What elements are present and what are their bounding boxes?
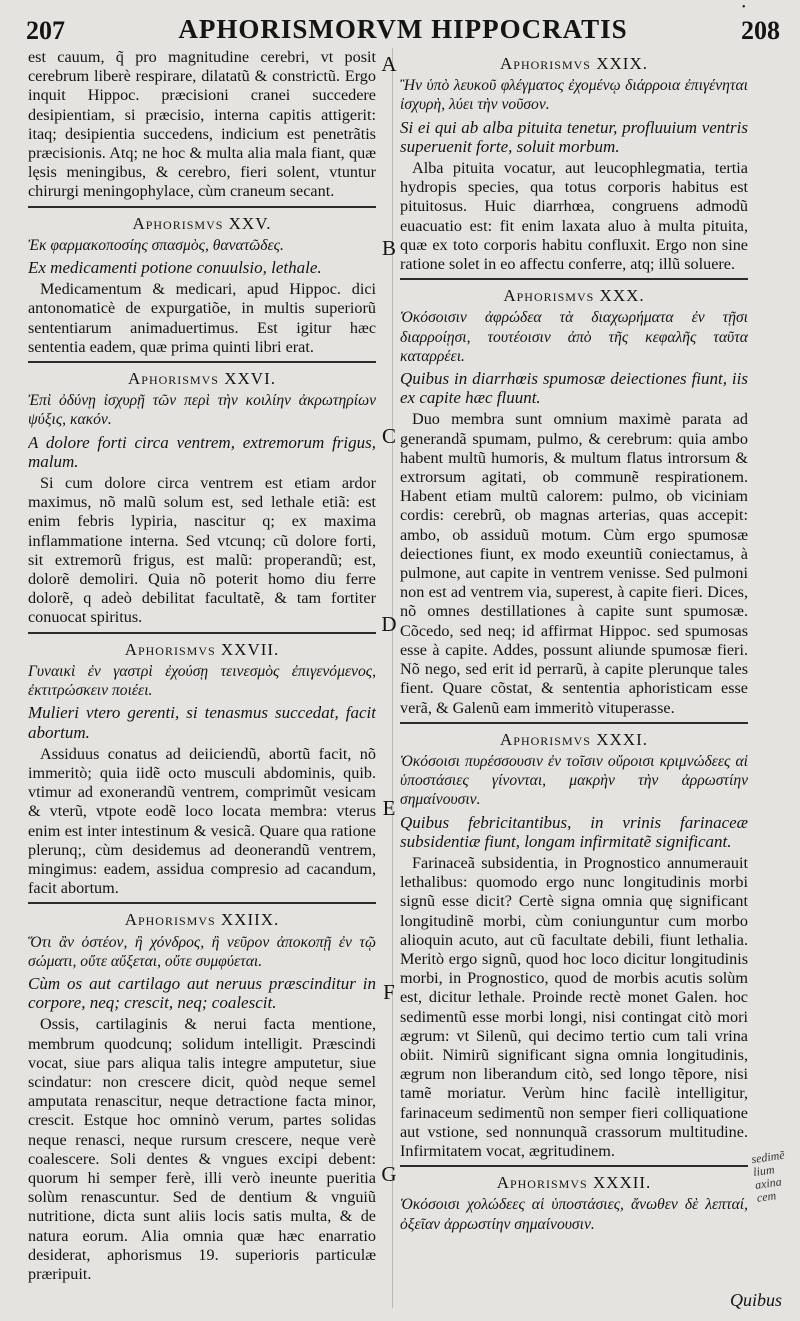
aphorism-31-commentary: Farinaceã subsidentia, in Prognostico annumerauit lethalibus: quomodo ergo nunc longitudinis morbi signũ esse dicit? Certè signa omnia quę significant longitudinẽ morbi, cùm coniunguntur cum morbo alioquin acuto, aut cũ facultate debili, fiunt lethalia. Meritò ergo signũ, quod hoc loco dicitur longitudinis morbi, in Prognostico, quod de morbis acutis solùm est, dicitur lethale. Proinde rectè monet Galen. hoc sedimentũ esse morbi longi, nisi contingat citò mori ægrum: vt Silenũ, qui decimo tertio cum tali vrina obiit. Nimirũ significant signa omnia longitudinis, ægrum non liberandum citò, sed longo tẽpore, nisi tamẽ moriatur. Verùm hinc facilè intelligitur, farinaceum sedimentũ non semper fieri colliquatione aut vstione, sed nonnunquã crassorum multitudine. Infirmitatem vocat, ægritudinem. (400, 853, 748, 1160)
aphorism-29-commentary: Alba pituita vocatur, aut leucophlegmatia, tertia hydropis species, qua totus corporis habitus est pituitosus. Huic diarrhœa, congruens admodũ euacuatio est: fit enim laxata aluo à multa pituita, quæ ex toto corporis habitu confluxit. Ergo non sine ratione solet in eo affectu conferre, atq; illũ soluere. (400, 159, 748, 274)
handwritten-margin-note: sedimẽ lium axina cem (750, 1147, 786, 1205)
aphorism-30-latin: Quibus in diarrhœis spumosæ deiectiones fiunt, iis ex capite hæc fluunt. (400, 369, 748, 408)
margin-letter-a: A (381, 52, 397, 76)
aphorism-26-latin: A dolore forti circa ventrem, extremorum frigus, malum. (28, 432, 376, 471)
section-rule (400, 278, 748, 280)
aphorism-32-greek: Ὁκόσοισι χολώδεες αἱ ὑποστάσιες, ἄνωθεν δὲ λεπταί, ὀξεῖαν ἀρρωστίην σημαίνουσιν. (400, 1196, 748, 1233)
margin-letter-e: E (382, 796, 396, 820)
intro-paragraph: est cauum, q̃ pro magnitudine cerebri, vt posit cerebrum liberè respirare, dilatatũ & constrictũ. Ergo inquit Hippoc. præcisioni cranei succedere desipientiam, si præcisio, interna capitis attigerit: itaq; desipientia succedens, indicium est penetrãtis præcisionis. Atq; ne hoc & multa alia mala fiant, quæ lęsis meningibus, & cerebro, fieri solent, vtuntur chirurgi meningophylace, cùm craneum secant. (28, 48, 376, 201)
section-rule (28, 902, 376, 904)
aphorism-27-heading: Aphorismvs XXVII. (124, 639, 280, 659)
margin-letter-d: D (381, 612, 397, 636)
aphorism-28-commentary: Ossis, cartilaginis & nerui facta mentione, membrum quodcunq; solidum intelligit. Præscindi vocat, siue pars aliqua talis integre amputetur, siue scindatur: non crescere dicit, quòd neque semel amputata renascitur, neque detractione facta minor, crescit. Estque hoc omninò verum, partes solidas neque renasci, neque rursum crescere, neque verè coalescere. Soli dentes & vngues excipi debent: quorum hi semper ferè, illi verò ineunte pueritia solùm renascuntur. Sed de dentium & vnguiũ nutritione, dicta sunt aliis locis satis multa, & de natura eorum. Alia omnia quæ hæc enarratio desiderat, aphorismus 19. superioris particulæ præripuit. (28, 1015, 376, 1283)
margin-letter-b: B (381, 236, 396, 260)
section-rule (28, 632, 376, 634)
right-column (400, 48, 748, 1310)
margin-letter-f: F (383, 980, 395, 1004)
margin-letter-g: G (381, 1162, 397, 1186)
section-rule (28, 361, 376, 363)
aphorism-29-heading: Aphorismvs XXIX. (500, 54, 648, 73)
aphorism-32-heading: Aphorismvs XXXII. (496, 1173, 652, 1193)
aphorism-27-greek: Γυναικὶ ἐν γαστρὶ ἐχούσῃ τεινεσμὸς ἐπιγενόμενος, ἐκτιτρώσκειν ποιέει. (28, 662, 376, 700)
running-title: APHORISMORVM HIPPOCRATIS (178, 14, 628, 44)
aphorism-25-heading: Aphorismvs XXV. (132, 213, 272, 233)
left-column (28, 48, 376, 1310)
ink-speck: • (742, 2, 746, 13)
aphorism-29-greek: Ἢν ὑπὸ λευκοῦ φλέγματος ἐχομένῳ διάρροια ἐπιγένηται ἰσχυρὴ, λύει τὴν νοῦσον. (400, 77, 748, 114)
aphorism-27-latin: Mulieri vtero gerenti, si tenasmus succedat, facit abortum. (28, 703, 376, 742)
section-rule (400, 722, 748, 724)
aphorism-25-greek: Ἐκ φαρμακοποσίης σπασμὸς, θανατῶδες. (28, 236, 284, 254)
aphorism-31-latin: Quibus febricitantibus, in vrinis farinaceæ subsidentiæ fiunt, longam infirmitatẽ significant. (400, 812, 748, 851)
aphorism-28-heading: Aphorismvs XXIIX. (124, 910, 280, 930)
aphorism-26-heading: Aphorismvs XXVI. (128, 369, 276, 389)
margin-letter-c: C (381, 424, 396, 448)
catchword: Quibus (729, 1290, 782, 1310)
page-number-left: 207 (26, 16, 65, 45)
aphorism-30-greek: Ὁκόσοισιν ἀφρώδεα τὰ διαχωρήματα ἐν τῇσι διαρροίῃσι, τουτέοισιν ἀπὸ τῆς κεφαλῆς ταῦτα καταρρέει. (400, 309, 748, 365)
aphorism-26-commentary: Si cum dolore circa ventrem est etiam ardor maximus, nõ malũ solum est, sed lethale etiã: est enim febris lypiria, nascitur q; ex maxima inflammatione interna. Sed vtcunq; cũ dolore forti, sit extremorũ frigus, est malũ: properandũ; est, dolorẽ demoliri. Quia nõ poterit homo diu ferre dolorẽ, q adeò debilitat facultatẽ, & tam fortiter conuocat spiritus. (28, 474, 376, 627)
aphorism-28-latin: Cùm os aut cartilago aut neruus præscinditur in corpore, neq; crescit, neq; coalescit. (28, 973, 376, 1013)
aphorism-29-latin: Si ei qui ab alba pituita tenetur, profluuium ventris superuenit forte, soluit morbum. (400, 117, 748, 156)
page-number-right: 208 (741, 16, 780, 45)
aphorism-30-commentary: Duo membra sunt omnium maximè parata ad generandã spumam, pulmo, & cerebrum: quia ambo habent multũ humoris, & multum flatus introrsum & extrorsum agitati, ob communẽ respirationem. Habent etiam multũ calorem: pulmo, ob viciniam cordis: cerebrũ, ob magnas arterias, quas accepit: ambo, ob assiduũ motum. Cùm ergo spumosæ deiectiones fiunt, ex modo exeuntiũ coniectamus, à pulmone, aut capite in ventrem venisse. Sed pulmoni non est ad ventrem via, superest, à capite fieri. Dices, nõ omnes destillationes à capite sunt spumosæ. Cõcedo, sed neq; id affirmat Hippoc. sed spumosas esse à capite. Addes, possunt aliunde spumosæ fieri. Nõ nego, sed erit id perrarũ, à capite plerunque tales fient. Quare cõstat, & sententia aphoristicam esse verã, & Galenũ eam immeritò vituperasse. (400, 410, 748, 717)
aphorism-31-greek: Ὁκόσοισι πυρέσσουσιν ἐν τοῖσιν οὔροισι κριμνώδεες αἱ ὑποστάσιες γίνονται, μακρὴν τὴν ἀρρωστίην σημαίνουσιν. (400, 752, 748, 809)
aphorism-25-commentary: Medicamentum & medicari, apud Hippoc. dici antonomaticè de expurgatiõe, in multis superiorũ sententiarum animaduertimus. Est igitur hæc sententia eadem, quæ prima quinti libri erat. (28, 280, 376, 356)
aphorism-31-heading: Aphorismvs XXXI. (500, 729, 648, 749)
section-rule (28, 206, 376, 208)
aphorism-27-commentary: Assiduus conatus ad deiiciendũ, abortũ facit, nõ immeritò; quia iidẽ octo musculi abdominis, quib. vtimur ad exonerandũ ventrem, comprimũt vesicam & vterũ, vtpote eodẽ loco locata membra: vterus enim est inter intestinum & vesicã. Quare qua ratione plerunq;, cùm desidemus ad deonerandũ ventrem, mingimus: eadem, assidua compresio ad cacandum, facit abortum. (28, 744, 376, 898)
aphorism-25-latin: Ex medicamenti potione conuulsio, lethale. (28, 258, 322, 278)
aphorism-30-heading: Aphorismvs XXX. (503, 286, 645, 306)
page-header (26, 14, 780, 48)
aphorism-26-greek: Ἐπὶ ὀδύνῃ ἰσχυρῇ τῶν περὶ τὴν κοιλίην ἀκρωτηρίων ψύξις, κακόν. (28, 392, 376, 429)
section-rule (400, 1165, 748, 1167)
aphorism-28-greek: Ὅτι ἂν ὀστέον, ἢ χόνδρος, ἢ νεῦρον ἀποκοπῇ ἐν τῷ σώματι, οὔτε αὔξεται, οὔτε συμφύεται. (28, 933, 376, 970)
